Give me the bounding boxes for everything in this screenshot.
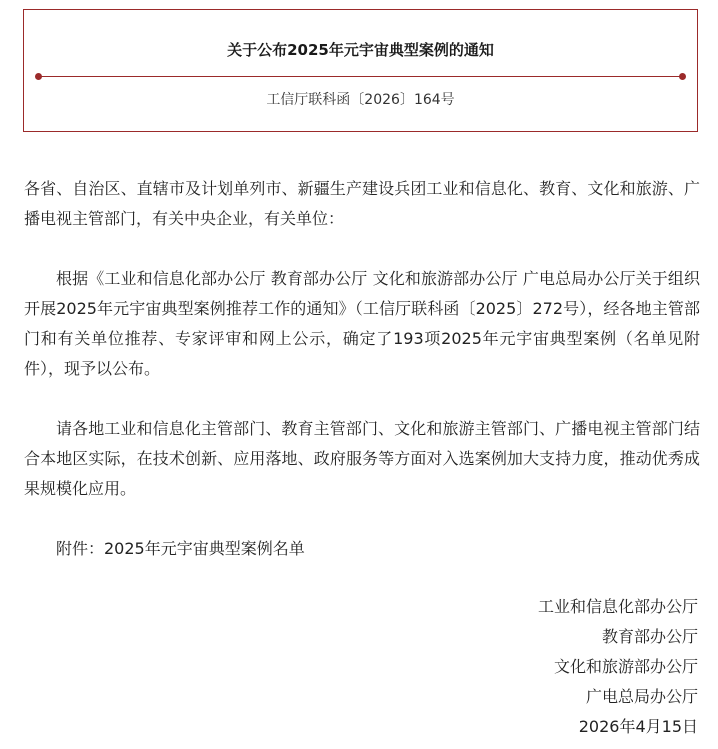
header-divider (38, 76, 683, 77)
issuer-mct: 文化和旅游部办公厅 (553, 657, 698, 676)
issue-date: 2026年4月15日 (578, 717, 698, 736)
signature-block (538, 592, 698, 742)
document-header (23, 9, 698, 132)
body-paragraph-1: 根据《工业和信息化部办公厅 教育部办公厅 文化和旅游部办公厅 广电总局办公厅关于组织开展2025年元宇宙典型案例推荐工作的通知》（工信厅联科函〔2025〕272号），经各地主管部门和有关单位推荐、专家评审和网上公示，确定了193项2025年元宇宙典型案例（名单见附件），现予以公布。 (24, 269, 700, 378)
rule-right-dot (679, 73, 686, 80)
attachment-line: 附件：2025年元宇宙典型案例名单 (56, 539, 305, 558)
issuer-miit: 工业和信息化部办公厅 (537, 597, 698, 616)
document-title: 关于公布2025年元宇宙典型案例的通知 (227, 41, 494, 59)
body-paragraph-2: 请各地工业和信息化主管部门、教育主管部门、文化和旅游主管部门、广播电视主管部门结合本地区实际，在技术创新、应用落地、政府服务等方面对入选案例加大支持力度，推动优秀成果规模化应用。 (24, 419, 700, 498)
issuer-moe: 教育部办公厅 (601, 627, 698, 646)
document-number: 工信厅联科函〔2026〕164号 (266, 92, 455, 108)
addressee-paragraph: 各省、自治区、直辖市及计划单列市、新疆生产建设兵团工业和信息化、教育、文化和旅游、广播电视主管部门，有关中央企业，有关单位： (24, 179, 700, 228)
issuer-nrta: 广电总局办公厅 (585, 687, 698, 706)
